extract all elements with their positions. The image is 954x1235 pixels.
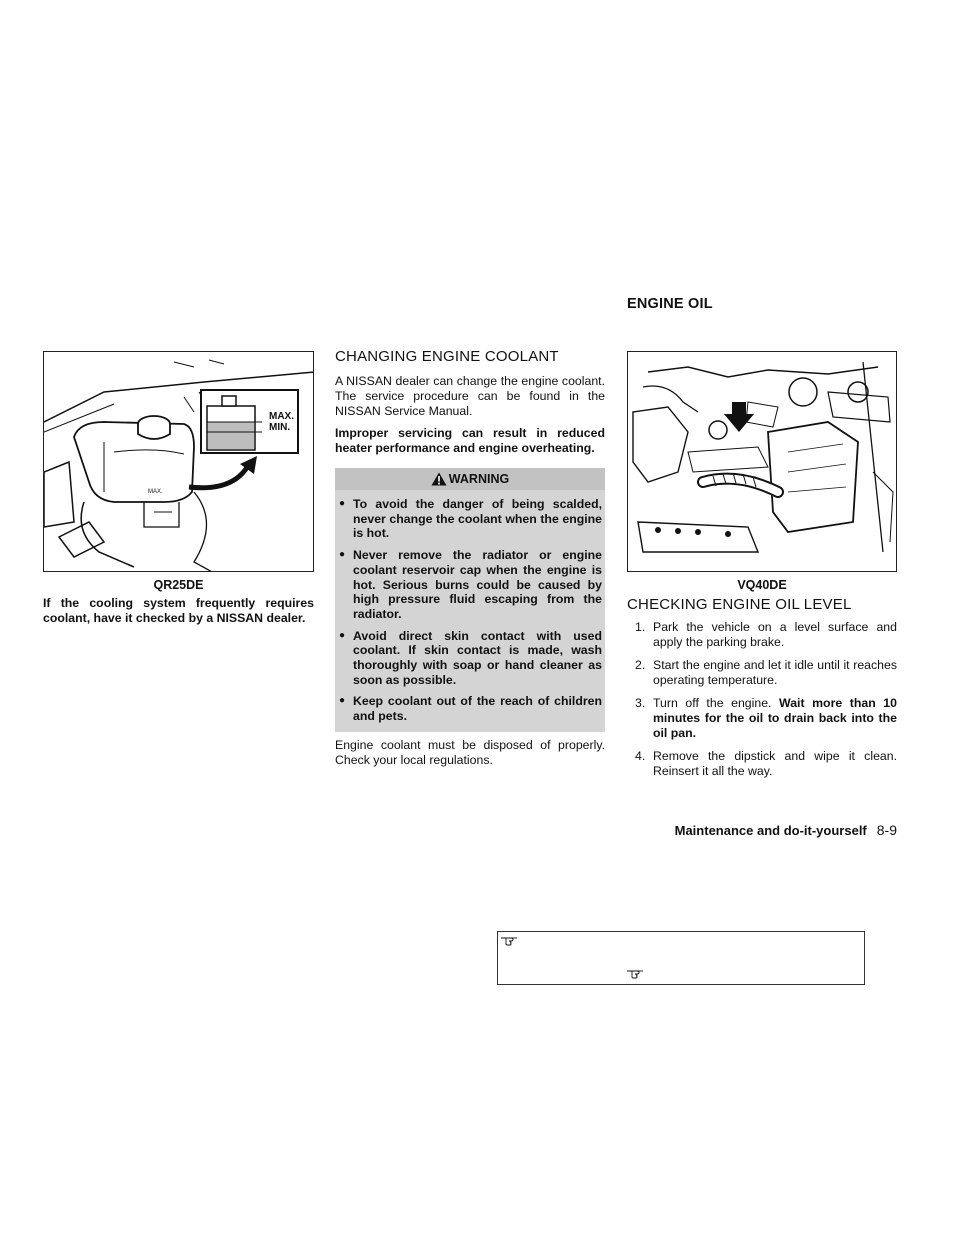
right-column (627, 296, 897, 787)
step-item (627, 620, 897, 650)
warning-box (335, 468, 605, 732)
bullet-icon: ● (339, 549, 346, 561)
figure-caption-vq40de: VQ40DE (737, 578, 787, 592)
warning-triangle-icon (431, 472, 447, 486)
warning-title: WARNING (448, 472, 510, 486)
max-label: MAX. (269, 411, 294, 422)
coolant-disposal-note: Engine coolant must be disposed of properly. Check your local regulations. (335, 737, 605, 767)
warning-item-text: Never remove the radiator or engine coolant reservoir cap when the engine is hot. Serious burns could be caused by high pressure fluid escaping from the radiator. (353, 548, 602, 621)
servicing-caution: Improper servicing can result in reduced heater performance and engine overheating. (335, 426, 605, 455)
changing-coolant-heading: CHANGING ENGINE COOLANT (335, 348, 559, 365)
reference-note-box (497, 931, 865, 985)
warning-item (339, 548, 602, 622)
page-number: 8-9 (876, 822, 897, 838)
footer-section-title: Maintenance and do-it-yourself (674, 823, 867, 838)
step-number: 1. (635, 620, 646, 634)
step-number: 4. (635, 749, 646, 763)
step-text: Remove the dipstick and wipe it clean. Reinsert it all the way. (653, 749, 897, 778)
step-number: 3. (635, 696, 646, 710)
warning-list (335, 497, 605, 724)
warning-item-text: To avoid the danger of being scalded, never change the coolant when the engine is hot. (353, 497, 602, 541)
cooling-system-note: If the cooling system frequently requires coolant, have it checked by a NISSAN dealer. (43, 596, 314, 625)
step-item (627, 658, 897, 688)
engine-bay-illustration (628, 352, 897, 572)
warning-item-text: Keep coolant out of the reach of children and pets. (353, 694, 602, 724)
reservoir-max-mark-label: MAX. (148, 489, 163, 495)
min-label: MIN. (269, 422, 291, 433)
middle-column (335, 348, 605, 768)
oil-check-steps (627, 620, 897, 779)
step-text: Park the vehicle on a level surface and apply the parking brake. (653, 620, 897, 649)
warning-header (335, 468, 605, 490)
step-number: 2. (635, 658, 646, 672)
engine-oil-section-title: ENGINE OIL (627, 296, 713, 312)
warning-item (339, 629, 602, 688)
warning-item (339, 497, 602, 541)
warning-item (339, 694, 602, 723)
step-item (627, 696, 897, 741)
bullet-icon: ● (339, 629, 346, 641)
figure-caption-qr25de: QR25DE (153, 578, 204, 592)
engine-bay-figure (627, 351, 897, 572)
step-item (627, 749, 897, 779)
warning-item-text: Avoid direct skin contact with used coolant. If skin contact is made, wash thoroughly with soap or hand cleaner as soon as possible. (353, 628, 602, 687)
page-footer (675, 822, 897, 838)
coolant-reservoir-illustration (44, 352, 314, 572)
step-text: Start the engine and let it idle until it reaches operating temperature. (653, 658, 897, 687)
coolant-intro: A NISSAN dealer can change the engine coolant. The service procedure can be found in the NISSAN Service Manual. (335, 374, 605, 418)
pointing-hand-icon (626, 967, 644, 979)
pointing-hand-icon (500, 934, 518, 946)
bullet-icon: ● (339, 498, 346, 509)
step-text: Turn off the engine. Wait more than 10 minutes for the oil to drain back into the oil pan. (653, 696, 897, 740)
checking-oil-heading: CHECKING ENGINE OIL LEVEL (627, 596, 852, 613)
coolant-reservoir-figure (43, 351, 314, 572)
left-column (43, 351, 314, 626)
bullet-icon: ● (339, 695, 346, 707)
